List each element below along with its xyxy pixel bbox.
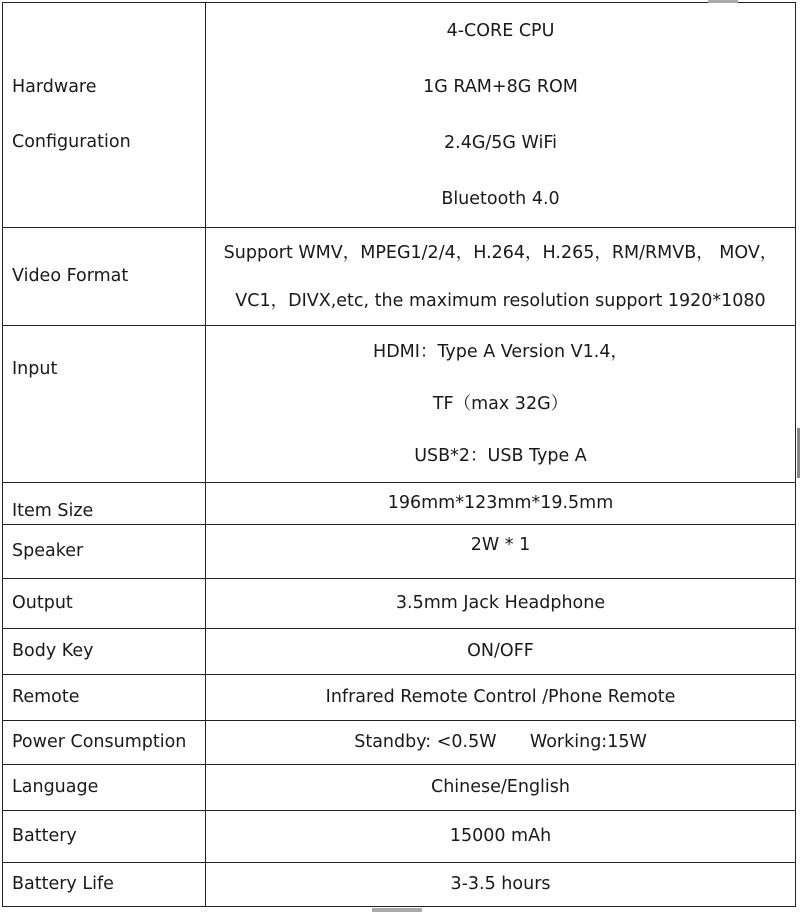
spec-value: Standby: <0.5W Working:15W xyxy=(354,732,647,752)
spec-value: Infrared Remote Control /Phone Remote xyxy=(325,687,676,707)
spec-value-cell xyxy=(206,629,796,675)
spec-row-power-consumption xyxy=(3,721,796,765)
spec-label: Battery xyxy=(12,826,77,846)
spec-value-cell xyxy=(206,765,796,811)
spec-value-cell xyxy=(206,228,796,326)
spec-value: Bluetooth 4.0 xyxy=(441,189,560,209)
spec-label: Hardware xyxy=(12,77,97,97)
spec-label-cell xyxy=(3,483,206,525)
edge-artifact xyxy=(708,0,738,3)
spec-row-hardware xyxy=(3,3,796,228)
spec-label-cell xyxy=(3,3,206,228)
spec-value: VC1，DIVX,etc, the maximum resolution support 1920*1080 xyxy=(235,290,766,311)
spec-row-body-key xyxy=(3,629,796,675)
spec-value: 3.5mm Jack Headphone xyxy=(395,593,606,613)
spec-value-cell xyxy=(206,579,796,629)
label-spacer xyxy=(12,98,205,132)
spec-value-cell xyxy=(206,326,796,483)
spec-label: Remote xyxy=(12,687,80,707)
spec-row-item-size xyxy=(3,483,796,525)
spec-value: 196mm*123mm*19.5mm xyxy=(387,493,614,513)
spec-value: 2W * 1 xyxy=(470,535,531,555)
spec-label: Battery Life xyxy=(12,874,114,894)
spec-label: Configuration xyxy=(12,132,131,152)
spec-label-cell xyxy=(3,326,206,483)
spec-value: 3-3.5 hours xyxy=(450,874,551,894)
spec-value: Support WMV，MPEG1/2/4，H.264，H.265，RM/RMVB， MOV， xyxy=(223,242,778,263)
edge-artifact xyxy=(372,908,422,912)
spec-value: TF（max 32G） xyxy=(432,394,569,414)
spec-row-battery-life xyxy=(3,863,796,907)
spec-label: Item Size xyxy=(12,501,94,521)
spec-label: Input xyxy=(12,359,58,379)
spec-value: USB*2：USB Type A xyxy=(414,446,587,466)
spec-label-cell xyxy=(3,629,206,675)
spec-value: HDMI：Type A Version V1.4， xyxy=(373,342,628,362)
spec-label-cell xyxy=(3,863,206,907)
spec-value-cell xyxy=(206,863,796,907)
spec-label-cell xyxy=(3,675,206,721)
spec-value-cell xyxy=(206,483,796,525)
spec-value-cell xyxy=(206,811,796,863)
spec-label-cell xyxy=(3,525,206,579)
spec-value-cell xyxy=(206,721,796,765)
spec-label: Video Format xyxy=(12,266,129,286)
spec-row-battery xyxy=(3,811,796,863)
spec-row-language xyxy=(3,765,796,811)
spec-table xyxy=(2,2,796,907)
spec-value-cell xyxy=(206,525,796,579)
spec-label-cell xyxy=(3,721,206,765)
spec-label: Output xyxy=(12,593,73,613)
spec-value-cell xyxy=(206,675,796,721)
spec-value: 2.4G/5G WiFi xyxy=(444,133,557,153)
spec-label-cell xyxy=(3,765,206,811)
spec-label-cell xyxy=(3,811,206,863)
spec-label-cell xyxy=(3,228,206,326)
spec-row-output xyxy=(3,579,796,629)
spec-label: Language xyxy=(12,777,99,797)
spec-value: 1G RAM+8G ROM xyxy=(423,77,578,97)
spec-label-cell xyxy=(3,579,206,629)
spec-label: Body Key xyxy=(12,641,94,661)
spec-value: ON/OFF xyxy=(467,641,534,661)
spec-value: Chinese/English xyxy=(430,777,570,797)
spec-value: 15000 mAh xyxy=(449,826,552,846)
spec-row-video-format xyxy=(3,228,796,326)
spec-value-cell xyxy=(206,3,796,228)
spec-row-input xyxy=(3,326,796,483)
spec-row-remote xyxy=(3,675,796,721)
spec-row-speaker xyxy=(3,525,796,579)
spec-label: Power Consumption xyxy=(12,732,187,752)
spec-value: 4-CORE CPU xyxy=(446,21,555,41)
spec-label: Speaker xyxy=(12,541,84,561)
